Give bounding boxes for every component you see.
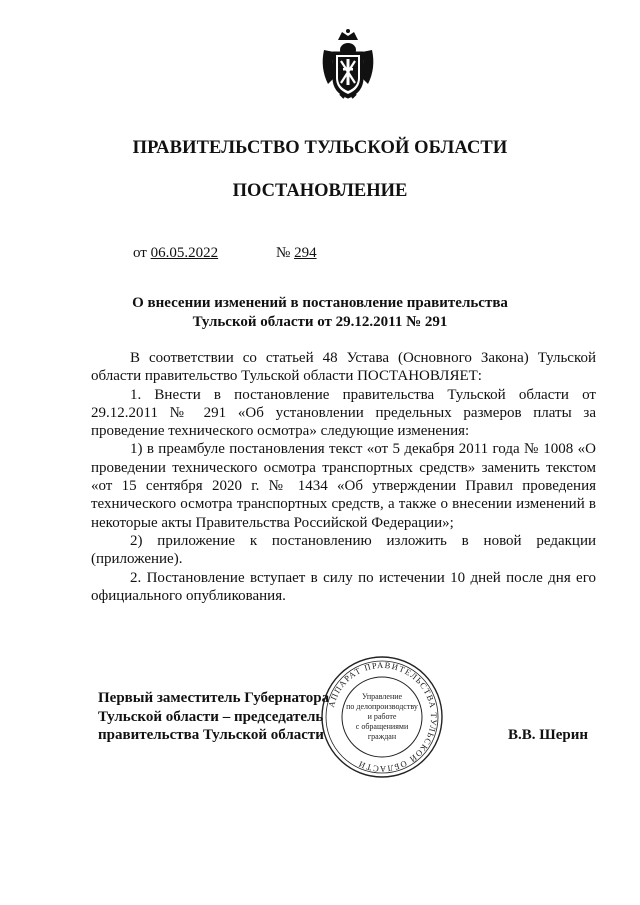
document-body: [91, 349, 596, 605]
number-value: 294: [294, 245, 317, 261]
document-type: ПОСТАНОВЛЕНИЕ: [232, 181, 408, 201]
paragraph-item-1: 1. Внести в постановление правительства Тульской области от 29.12.2011 № 291 «Об установлении предельных размеров платы за проведение технического осмотра» следующие изменения:: [91, 386, 596, 440]
stamp-center-line-1: Управление: [361, 692, 403, 701]
document-subject: [60, 294, 580, 331]
stamp-center-line-3: и работе: [367, 712, 397, 721]
date-value: 06.05.2022: [150, 245, 219, 261]
position-line-1: Первый заместитель Губернатора: [98, 690, 330, 706]
stamp-center-line-2: по делопроизводству: [346, 702, 418, 711]
stamp-center-line-4: с обращениями: [355, 722, 409, 731]
stamp-ring-text: АППАРАТ ПРАВИТЕЛЬСТВА ТУЛЬСКОЙ ОБЛАСТИ: [325, 659, 440, 775]
signature-position: [98, 689, 348, 745]
date-prefix: от: [133, 245, 147, 261]
paragraph-subitem-1: 1) в преамбуле постановления текст «от 5 декабря 2011 года № 1008 «О проведении технического осмотра транспортных средств» заменить текстом «от 15 сентября 2020 г. № 1434 «Об утверждении Правил проведения технического осмотра транспортных средств, а также о внесении изменений в некоторые акты Правительства Российской Федерации»;: [91, 441, 596, 531]
tula-coat-of-arms-icon: [318, 28, 378, 100]
document-number: [276, 245, 317, 262]
paragraph-subitem-2: 2) приложение к постановлению изложить в новой редакции (приложение).: [91, 532, 596, 568]
position-line-2: Тульской области – председатель: [98, 708, 324, 725]
organization-title: ПРАВИТЕЛЬСТВО ТУЛЬСКОЙ ОБЛАСТИ: [132, 138, 508, 158]
official-stamp: [320, 655, 444, 779]
position-line-3: правительства Тульской области: [98, 727, 324, 743]
paragraph-item-2: 2. Постановление вступает в силу по истечении 10 дней после дня его официального опубликования.: [91, 569, 596, 604]
subject-line-1: О внесении изменений в постановление правительства: [132, 295, 508, 311]
number-prefix: №: [276, 245, 291, 261]
stamp-center-line-5: граждан: [367, 732, 397, 741]
document-date: [133, 245, 218, 262]
signer-name: В.В. Шерин: [508, 727, 589, 743]
paragraph-preamble: В соответствии со статьей 48 Устава (Основного Закона) Тульской области правительство Тульской области ПОСТАНОВЛЯЕТ:: [91, 350, 596, 385]
subject-line-2: Тульской области от 29.12.2011 № 291: [192, 313, 448, 330]
